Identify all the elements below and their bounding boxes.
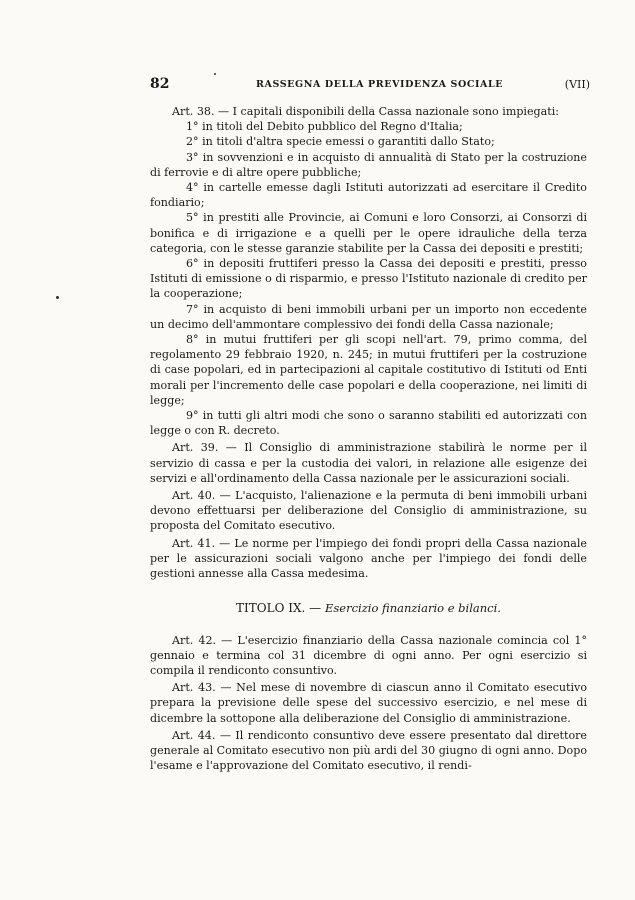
page-number: 82 (150, 76, 170, 92)
art38-item-3: 3° in sovvenzioni e in acquisto di annualità di Stato per la costruzione di ferrovie e di altre opere pubbliche; (150, 150, 587, 179)
running-title: RASSEGNA DELLA PREVIDENZA SOCIALE (256, 79, 504, 90)
scan-speck (56, 296, 59, 299)
section-mark: (VII) (564, 78, 590, 91)
art38-item-5: 5° in prestiti alle Provincie, ai Comuni e loro Consorzi, ai Consorzi di bonifica e di irrigazione e a quelli per le opere idrauliche della terza categoria, con le stesse garanzie stabilite per la Cassa dei depositi e prestiti; (150, 211, 587, 255)
art38-item-8: 8° in mutui fruttiferi per gli scopi nell'art. 79, primo comma, del regolamento 29 febbraio 1920, n. 245; in mutui fruttiferi per la costruzione di case popolari, ed in partecipazioni al capitale costitutivo di Istituti od Enti morali per l'incremento delle case popolari e della cooperazione, nei limiti di legge; (150, 333, 587, 407)
art38-item-2: 2° in titoli d'altra specie emessi o garantiti dallo Stato; (186, 135, 495, 149)
art40-paragraph: Art. 40. — L'acquisto, l'alienazione e la permuta di beni immobili urbani devono effettuarsi per deliberazione del Consiglio di amministrazione, su proposta del Comitato esecutivo. (150, 489, 587, 533)
art38-item-1: 1° in titoli del Debito pubblico del Regno d'Italia; (186, 120, 463, 134)
document-body (150, 104, 587, 773)
art38-item-9: 9° in tutti gli altri modi che sono o saranno stabiliti ed autorizzati con legge o con R. decreto. (150, 409, 587, 438)
art38-item-7: 7° in acquisto di beni immobili urbani per un importo non eccedente un decimo dell'ammontare complessivo dei fondi della Cassa nazionale; (150, 302, 587, 331)
art38-item-4: 4° in cartelle emesse dagli Istituti autorizzati ad esercitare il Credito fondiario; (150, 181, 587, 210)
art43-paragraph: Art. 43. — Nel mese di novembre di ciascun anno il Comitato esecutivo prepara la previsione delle spese del successivo esercizio, e nel mese di dicembre la sottopone alla deliberazione del Consiglio di amministrazione. (150, 681, 587, 725)
art38-lead: Art. 38. — I capitali disponibili della Cassa nazionale sono impiegati: (172, 105, 560, 118)
page-header (150, 76, 590, 96)
art44-paragraph: Art. 44. — Il rendiconto consuntivo deve essere presentato dal direttore generale al Comitato esecutivo non più ardi del 30 giugno di ogni anno. Dopo l'esame e l'approvazione del Comitato esecutivo, il rendi- (150, 728, 587, 773)
art39-paragraph: Art. 39. — Il Consiglio di amministrazione stabilirà le norme per il servizio di cassa e per la custodia dei valori, in relazione alle esigenze dei servizi e all'ordinamento della Cassa nazionale per le assicurazioni sociali. (150, 441, 587, 485)
art42-paragraph: Art. 42. — L'esercizio finanziario della Cassa nazionale comincia col 1° gennaio e termina col 31 dicembre di ogni anno. Per ogni esercizio si compila il rendiconto consuntivo. (150, 633, 587, 677)
section-heading-label: TITOLO IX. — (236, 601, 322, 616)
scan-speck (214, 73, 216, 75)
section-heading (150, 601, 587, 616)
section-heading-subtitle: Esercizio finanziario e bilanci. (325, 601, 501, 616)
art41-paragraph: Art. 41. — Le norme per l'impiego dei fondi propri della Cassa nazionale per le assicurazioni sociali valgono anche per l'impiego dei fondi delle gestioni annesse alla Cassa medesima. (150, 536, 587, 581)
art38-item-6: 6° in depositi fruttiferi presso la Cassa dei depositi e prestiti, presso Istituti di emissione o di risparmio, e presso l'Istituto nazionale di credito per la cooperazione; (150, 257, 587, 301)
